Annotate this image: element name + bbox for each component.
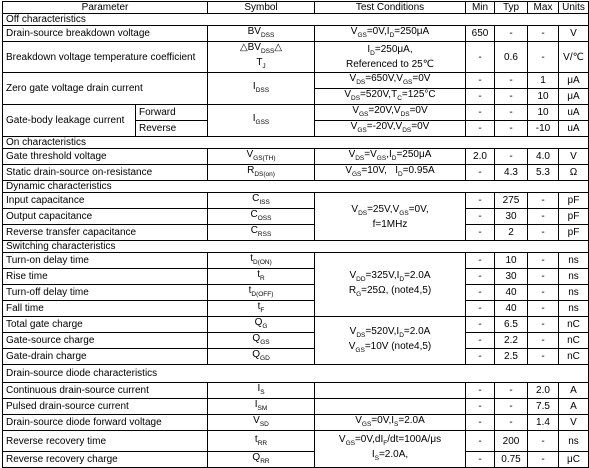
table-row [3,399,589,415]
section-title: Switching characteristics [3,241,589,253]
param-name: Input capacitance [3,193,208,209]
min-value: - [466,89,495,105]
param-name: Reverse recovery time [3,431,208,452]
table-row [3,452,589,468]
table-row [3,383,589,399]
unit-value: V [559,415,589,431]
test-condition: $V_{DS}=520V,I_D=2.0A$ $V_{GS}=10V$ (note4,5) [315,317,466,365]
min-value: - [466,383,495,399]
param-name: Drain-source breakdown voltage [3,26,208,42]
electrical-characteristics-table [2,1,589,468]
table-row [3,73,589,89]
max-value: - [528,193,559,209]
max-value: - [528,301,559,317]
param-subcase: Forward [136,105,208,121]
max-value: - [528,285,559,301]
test-condition: $V_{DD}=325V,I_D=2.0A$ $R_G=25\Omega$, (note4,5) [315,253,466,317]
param-name: Zero gate voltage drain current [3,73,208,105]
header-parameter: Parameter [3,2,208,14]
section-title: Dynamic characteristics [3,181,589,193]
typ-value: 6.5 [495,317,528,333]
max-value: - [528,317,559,333]
table-row [3,225,589,241]
typ-value: - [495,121,528,137]
header-symbol: Symbol [208,2,315,14]
header-units: Units [559,2,589,14]
min-value: - [466,253,495,269]
unit-value: μA [559,73,589,89]
min-value: - [466,349,495,365]
symbol-cell: $I_S$ [208,383,315,399]
typ-value: 40 [495,301,528,317]
table-row [3,105,589,121]
typ-value: 275 [495,193,528,209]
max-value: 4.0 [528,149,559,165]
header-typ: Typ [495,2,528,14]
param-name: Turn-off delay time [3,285,208,301]
typ-value: 10 [495,253,528,269]
section-row [3,137,589,149]
symbol-cell: $C_{OSS}$ [208,209,315,225]
table-row [3,209,589,225]
table-row [3,317,589,333]
min-value: - [466,165,495,181]
symbol-cell: $C_{ISS}$ [208,193,315,209]
table-row [3,415,589,431]
section-title: Drain-source diode characteristics [3,365,589,383]
test-condition: $I_D=250\mu A$, Referenced to 25℃ [315,42,466,73]
min-value: - [466,193,495,209]
max-value: - [528,253,559,269]
param-name: Reverse recovery charge [3,452,208,468]
typ-value: 2 [495,225,528,241]
param-subcase: Reverse [136,121,208,137]
symbol-cell: $Q_G$ [208,317,315,333]
symbol-cell: $t_F$ [208,301,315,317]
symbol-cell: $t_{D(ON)}$ [208,253,315,269]
min-value: - [466,42,495,73]
typ-value: - [495,26,528,42]
table-row [3,269,589,285]
unit-value: ns [559,269,589,285]
table-row [3,42,589,73]
min-value: - [466,333,495,349]
unit-value: ns [559,253,589,269]
min-value: - [466,431,495,452]
typ-value: - [495,415,528,431]
param-name: Fall time [3,301,208,317]
typ-value: 40 [495,285,528,301]
typ-value: 2.5 [495,349,528,365]
min-value: - [466,301,495,317]
param-name: Total gate charge [3,317,208,333]
max-value: 1.4 [528,415,559,431]
section-row [3,241,589,253]
table-row [3,253,589,269]
table-row [3,285,589,301]
max-value: - [528,269,559,285]
section-row [3,181,589,193]
param-name: Continuous drain-source current [3,383,208,399]
min-value: - [466,285,495,301]
max-value: - [528,333,559,349]
min-value: - [466,105,495,121]
symbol-cell: $I_{SM}$ [208,399,315,415]
section-row [3,365,589,383]
table-row [3,349,589,365]
typ-value: - [495,399,528,415]
symbol-cell: $R_{DS(on)}$ [208,165,315,181]
table-row [3,431,589,452]
max-value: 1 [528,73,559,89]
param-name: Gate-source charge [3,333,208,349]
unit-value: ns [559,431,589,452]
symbol-cell: $t_{RR}$ [208,431,315,452]
param-name: Rise time [3,269,208,285]
section-row [3,14,589,26]
unit-value: ns [559,285,589,301]
param-name: Static drain-source on-resistance [3,165,208,181]
table-row [3,165,589,181]
test-condition [315,399,466,415]
test-condition: $V_{GS}=0V,dI_F/dt=100A/\mu s$ $I_S=2.0A$, [315,431,466,468]
param-name: Drain-source diode forward voltage [3,415,208,431]
table-row [3,26,589,42]
test-condition: $V_{GS}=0V,I_D=250\mu A$ [315,26,466,42]
unit-value: Ω [559,165,589,181]
param-name: Turn-on delay time [3,253,208,269]
unit-value: nC [559,333,589,349]
max-value: - [528,42,559,73]
param-name: Output capacitance [3,209,208,225]
test-condition: $V_{DS}=520V,T_C=125^\circ C$ [315,89,466,105]
min-value: - [466,225,495,241]
max-value: 10 [528,89,559,105]
max-value: - [528,452,559,468]
unit-value: ns [559,301,589,317]
param-name: Gate-body leakage current [3,105,136,137]
test-condition [315,383,466,399]
test-condition: $V_{DS}=650V,V_{GS}=0V$ [315,73,466,89]
param-name: Reverse transfer capacitance [3,225,208,241]
unit-value: A [559,383,589,399]
typ-value: 30 [495,209,528,225]
symbol-cell: $Q_{GD}$ [208,349,315,365]
param-name: Breakdown voltage temperature coefficient [3,42,208,73]
min-value: - [466,452,495,468]
table-row [3,149,589,165]
min-value: - [466,317,495,333]
header-max: Max [528,2,559,14]
symbol-cell: $I_{GSS}$ [208,105,315,137]
max-value: - [528,209,559,225]
test-condition: $V_{GS}=20V,V_{DS}=0V$ [315,105,466,121]
table-row [3,301,589,317]
unit-value: pF [559,193,589,209]
unit-value: A [559,399,589,415]
unit-value: uA [559,121,589,137]
min-value: 2.0 [466,149,495,165]
max-value: 2.0 [528,383,559,399]
unit-value: V [559,149,589,165]
test-condition: $V_{GS}=-20V,V_{DS}=0V$ [315,121,466,137]
max-value: - [528,349,559,365]
header-min: Min [466,2,495,14]
min-value: - [466,73,495,89]
unit-value: μA [559,89,589,105]
section-title: On characteristics [3,137,589,149]
min-value: - [466,121,495,137]
symbol-cell: $I_{DSS}$ [208,73,315,105]
max-value: -10 [528,121,559,137]
table-row [3,333,589,349]
min-value: 650 [466,26,495,42]
symbol-cell: $\triangle BV_{DSS}\triangle$ $T_J$ [208,42,315,73]
min-value: - [466,269,495,285]
typ-value: 4.3 [495,165,528,181]
unit-value: pF [559,225,589,241]
table-row [3,193,589,209]
param-name: Gate-drain charge [3,349,208,365]
max-value: 7.5 [528,399,559,415]
typ-value: - [495,105,528,121]
symbol-cell: $C_{RSS}$ [208,225,315,241]
symbol-cell: $Q_{GS}$ [208,333,315,349]
symbol-cell: $V_{SD}$ [208,415,315,431]
min-value: - [466,399,495,415]
symbol-cell: $BV_{DSS}$ [208,26,315,42]
typ-value: 30 [495,269,528,285]
symbol-cell: $V_{GS(TH)}$ [208,149,315,165]
unit-value: pF [559,209,589,225]
max-value: - [528,431,559,452]
typ-value: - [495,149,528,165]
unit-value: uA [559,105,589,121]
param-name: Gate threshold voltage [3,149,208,165]
typ-value: - [495,73,528,89]
test-condition: $V_{DS}=V_{GS},I_D=250\mu A$ [315,149,466,165]
min-value: - [466,415,495,431]
unit-value: V/℃ [559,42,589,73]
max-value: - [528,26,559,42]
max-value: 5.3 [528,165,559,181]
symbol-cell: $t_R$ [208,269,315,285]
test-condition: $V_{GS}=0V,I_S=2.0A$ [315,415,466,431]
test-condition: $V_{DS}=25V,V_{GS}=0V$, f=1MHz [315,193,466,241]
unit-value: nC [559,349,589,365]
typ-value: 0.6 [495,42,528,73]
max-value: - [528,225,559,241]
symbol-cell: $t_{D(OFF)}$ [208,285,315,301]
param-name: Pulsed drain-source current [3,399,208,415]
test-condition: $V_{GS}=10V$, $I_D=0.95A$ [315,165,466,181]
typ-value: 0.75 [495,452,528,468]
section-title: Off characteristics [3,14,589,26]
typ-value: - [495,89,528,105]
typ-value: 2.2 [495,333,528,349]
typ-value: 200 [495,431,528,452]
header-test-conditions: Test Conditions [315,2,466,14]
min-value: - [466,209,495,225]
max-value: 10 [528,105,559,121]
unit-value: nC [559,317,589,333]
unit-value: μC [559,452,589,468]
symbol-cell: $Q_{RR}$ [208,452,315,468]
table-header-row [3,2,589,14]
typ-value: - [495,383,528,399]
unit-value: V [559,26,589,42]
